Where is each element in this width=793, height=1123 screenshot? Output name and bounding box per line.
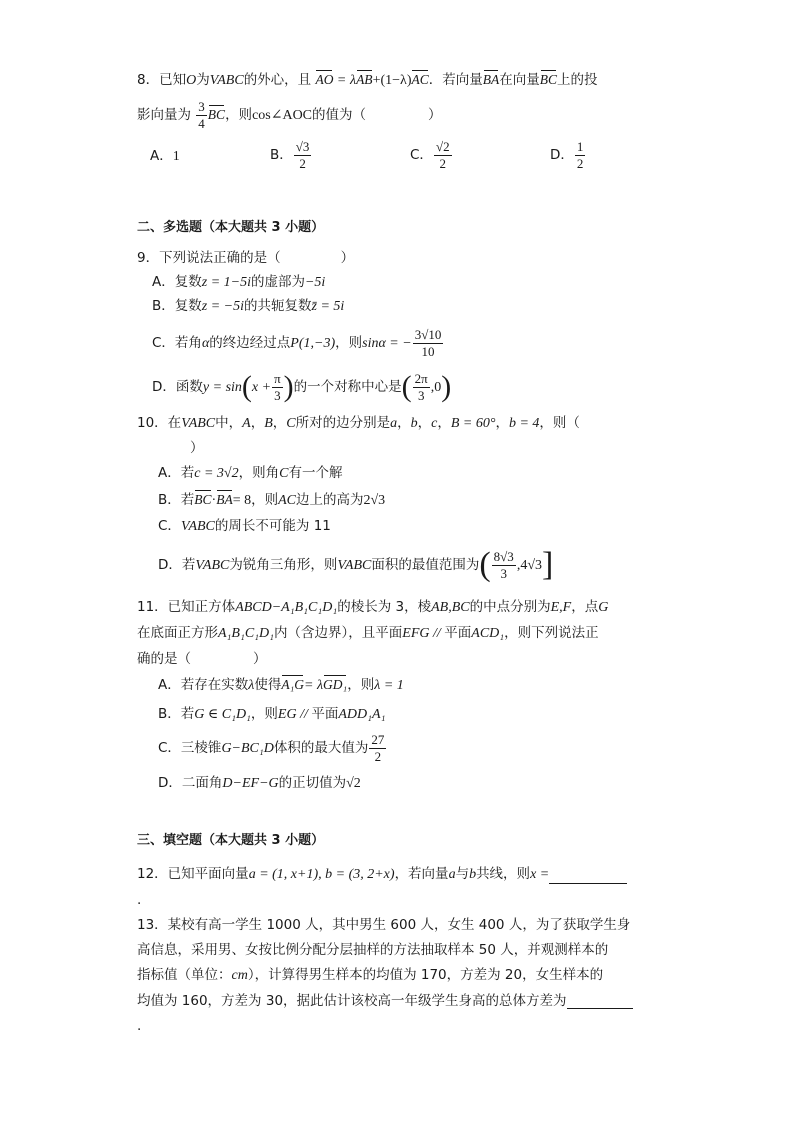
vector-ab: AB: [356, 72, 373, 87]
vector-ao: AO: [315, 72, 334, 87]
q11-option-c: C．三棱锥G−BC₁D体积的最大值为 $\frac{27}{2}$: [158, 732, 385, 764]
q8-line2: 影向量为 $\frac{3}{4}$ BC，则cos∠AOC的值为（ ）: [137, 99, 442, 131]
q9-stem: 9．下列说法正确的是（ ）: [137, 250, 355, 266]
q13-trailing-dot: .: [137, 1018, 142, 1034]
section-heading-multiple-choice: 二、多选题（本大题共 3 小题）: [137, 220, 325, 235]
q10-option-c: C．VABC的周长不可能为 11: [158, 518, 331, 534]
q10-option-d: D．若VABC为锐角三角形，则VABC面积的最值范围为( $\frac{8√3}{3}$ ,4√3]: [158, 546, 554, 583]
q10-option-b: B．若BC·BA= 8，则AC边上的高为2√3: [158, 492, 386, 508]
q9-option-c: C．若角α的终边经过点P(1,−3)，则sinα = − $\frac{3√10}{10}$: [152, 327, 442, 359]
q10-option-a: A．若c = 3√2，则角C有一个解: [158, 465, 343, 481]
fraction-three-quarters: $\frac{3}{4}$: [198, 99, 205, 131]
q12-line: 12．已知平面向量a = (1, x+1), b = (3, 2+x)，若向量a与b共线，则x =: [137, 866, 627, 884]
q11-option-d: D．二面角D−EF−G的正切值为√2: [158, 775, 361, 791]
vector-bc: BC: [539, 72, 558, 87]
vector-ba: BA: [482, 72, 500, 87]
q8-option-d: D． $\frac{1}{2}$: [550, 139, 584, 171]
q10-stem: 10．在VABC中，A，B，C所对的边分别是a，b，c，B = 60°，b = 4，则（: [137, 415, 580, 431]
q8-option-b: B． $\frac{√3}{2}$: [270, 139, 310, 171]
q13-line4: 均值为 160，方差为 30，据此估计该校高一年级学生身高的总体方差为: [137, 993, 633, 1009]
q13-line1: 13．某校有高一学生 1000 人，其中男生 600 人，女生 400 人，为了获取学生身: [137, 917, 631, 933]
q8-line1: 8．已知O为VABC的外心，且 AO = λAB+(1−λ)AC．若向量BA在向量BC上的投: [137, 72, 598, 88]
q9-option-b: B．复数z = −5i的共轭复数z̄ = 5i: [152, 298, 345, 314]
q13-line3: 指标值（单位：cm），计算得男生样本的均值为 170，方差为 20，女生样本的: [137, 967, 604, 983]
q11-option-a: A．若存在实数λ使得A₁G= λGD₁，则λ = 1: [158, 677, 404, 693]
q9-option-a: A．复数z = 1−5i的虚部为−5i: [152, 274, 326, 290]
vector-ac: AC: [411, 72, 429, 87]
q12-trailing-dot: .: [137, 892, 142, 908]
q9-option-d: D．函数y = sin(x + $\frac{\pi}{3}$ )的一个对称中心是( $\frac{2\pi}{3}$ ,0): [152, 370, 452, 404]
q13-answer-blank[interactable]: [567, 994, 633, 1009]
section-heading-fill-in: 三、填空题（本大题共 3 小题）: [137, 833, 325, 848]
q8-option-a: A．1: [150, 148, 180, 164]
q8-option-c: C． $\frac{√2}{2}$: [410, 139, 450, 171]
q11-line2: 在底面正方形A₁B₁C₁D₁内（含边界），且平面EFG // 平面ACD₁，则下列说法正: [137, 625, 599, 641]
q12-answer-blank[interactable]: [549, 869, 627, 884]
q10-stem-close: ）: [190, 440, 204, 456]
q11-line3: 确的是（ ）: [137, 651, 267, 667]
q11-option-b: B．若G ∈ C₁D₁，则EG // 平面ADD₁A₁: [158, 706, 386, 722]
q11-line1: 11．已知正方体ABCD−A₁B₁C₁D₁的棱长为 3，棱AB,BC的中点分别为E,F，点G: [137, 599, 609, 615]
q13-line2: 高信息，采用男、女按比例分配分层抽样的方法抽取样本 50 人，并观测样本的: [137, 942, 609, 958]
